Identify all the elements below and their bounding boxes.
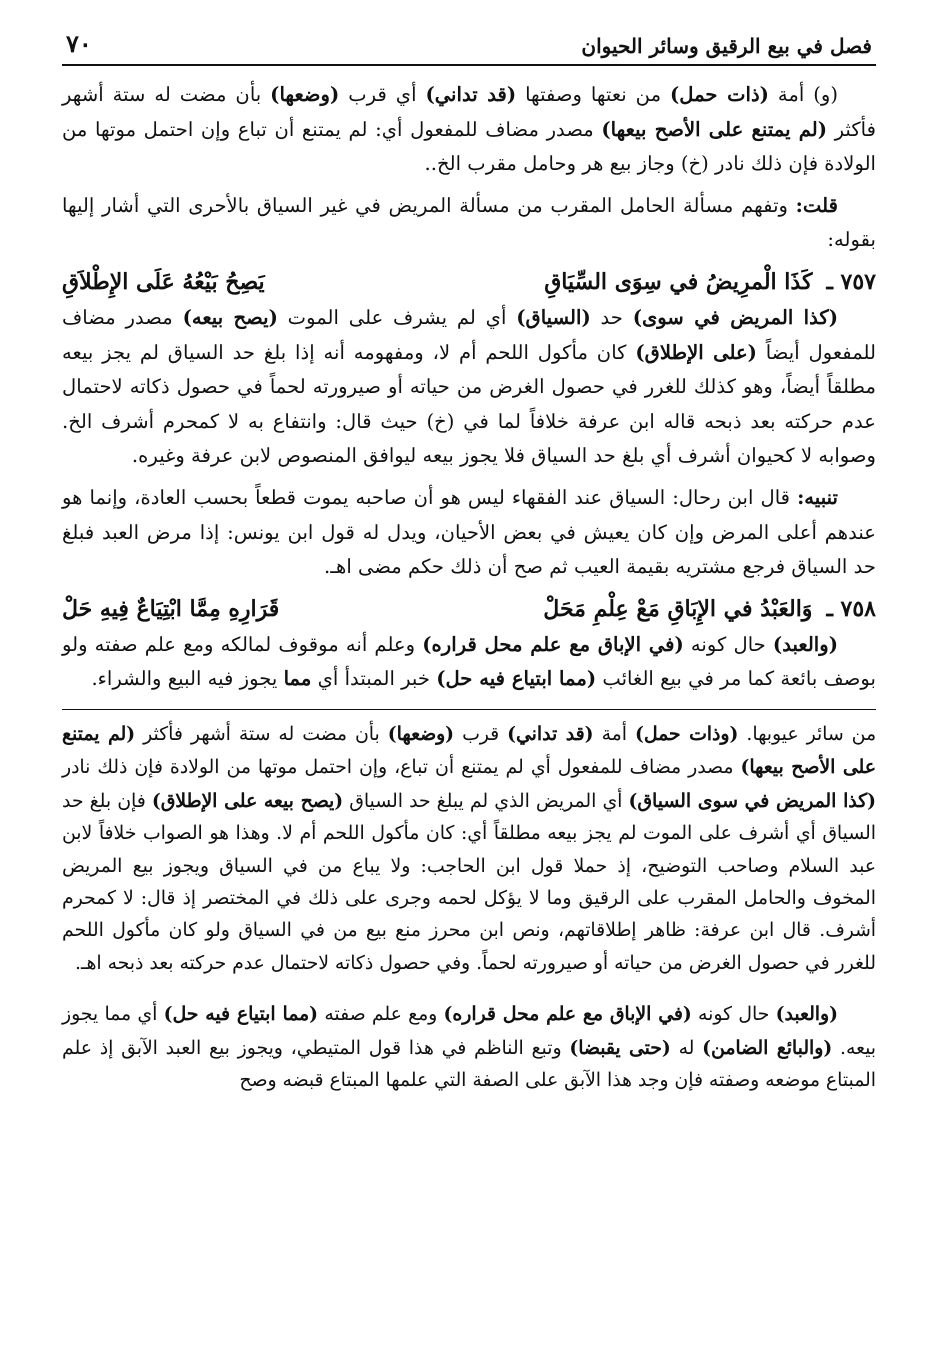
verse-number: ٧٥٧ ـ: [826, 268, 876, 295]
paragraph-1: (و) أمة (ذات حمل) من نعتها وصفتها (قد تداني) أي قرب (وضعها) بأن مضت له ستة أشهر فأكثر (لم يمتنع على الأصح بيعها) مصدر مضاف للمفعول أي: لم يمتنع أن تباع وإن احتمل موتها من الولادة فإن ذلك نادر (خ) وجاز بيع هر وحامل مقرب الخ..: [62, 83, 876, 176]
footnote-divider: [62, 709, 876, 710]
verse-hemistich-first: وَالعَبْدُ في الإِبَاقِ مَعْ عِلْمِ مَحَلْ: [543, 595, 813, 622]
verse-758: [62, 591, 876, 628]
verse-hemistich-second: يَصِحُ بَيْعُهُ عَلَى الإِطْلاَقِ: [62, 268, 265, 295]
page-header: [62, 28, 876, 66]
paragraph-4-note: تنبيه: قال ابن رحال: السياق عند الفقهاء ليس هو أن صاحبه يموت قطعاً بحسب العادة، وإنما هو عندهم أعلى المرض وإن كان يعيش في بعض الأحيان، ويدل له قول ابن يونس: إذا مرض العبد فبلغ حد السياق فرجع مشتريه بقيمة العيب ثم صح أن ذلك حكم مضى اهـ.: [62, 485, 876, 579]
verse-757: [62, 264, 876, 301]
footnote-1: من سائر عيوبها. (وذات حمل) أمة (قد تداني) قرب (وضعها) بأن مضت له ستة أشهر فأكثر (لم يمتنع على الأصح بيعها) مصدر مضاف للمفعول أي لم يمتنع أن تباع، وإن احتمل موتها من الولادة فإن ذلك نادر (كذا المريض في سوى السياق) أي المريض الذي لم يبلغ حد السياق (يصح بيعه على الإطلاق) فإن بلغ حد السياق أي أشرف على الموت لم يجز بيعه مطلقاً أي: كان مأكول اللحم أم لا. وهذا هو الصواب خلافاً لابن عبد السلام وصاحب التوضيح، إذ حملا قول ابن الحاجب: ولا يباع من في السياق ويجوز بيع المريض المخوف والحامل المقرب على الرقيق وما لا يؤكل لحمه وجرى على ذلك في المختصر إذ قال: لا كمحرم أشرف. قال ابن عرفة: ظاهر إطلاقاتهم، ونص ابن محرز منع بيع من في السياق ولو كان مأكول اللحم للغرر في حصول الغرض من حياته أو صيرورته لحماً. وفي حصول ذكاته لاحتمال عدم حركته بعد ذبحه اهـ.: [62, 722, 877, 974]
running-title: فصل في بيع الرقيق وسائر الحيوان: [581, 34, 872, 58]
page-number: ٧٠: [66, 29, 92, 58]
verse-number: ٧٥٨ ـ: [826, 595, 876, 622]
paragraph-5: (والعبد) حال كونه (في الإباق مع علم محل قراره) وعلم أنه موقوف لمالكه ومع علم صفته ولو بوصف بائعة كما مر في بيع الغائب (مما ابتياع فيه حل) خبر المبتدأ أي مما يجوز فيه البيع والشراء.: [62, 632, 876, 691]
paragraph-3: (كذا المريض في سوى) حد (السياق) أي لم يشرف على الموت (يصح بيعه) مصدر مضاف للمفعول أيضاً (على الإطلاق) كان مأكول اللحم أم لا، ومفهومه أنه إذا بلغ حد السياق لم يجز بيعه مطلقاً أيضاً، وهو كذلك للغرر في حصول الغرض من حياته أو صيرورته لحماً في حصول ذكاته لاحتمال عدم حركته بعد ذبحه قاله ابن عرفة خلافاً لما في (خ) حيث قال: وانتفاع به لا كمحرم أشرف الخ. وصوابه لا كحيوان أشرف أي بلغ حد السياق فلا يجوز بيعه ليوافق المنصوص لابن عرفة وغيره.: [62, 305, 876, 468]
footnotes: [62, 718, 876, 1097]
footnote-2: (والعبد) حال كونه (في الإباق مع علم محل قراره) ومع علم صفته (مما ابتياع فيه حل) أي مما يجوز بيعه. (والبائع الضامن) له (حتى يقبضا) وتبع الناظم في هذا قول المتيطي، ويجوز بيع العبد الآبق إذ علم المبتاع موضعه وصفته فإن وجد هذا الآبق على الصفة التي علمها المبتاع قبضه وصح: [62, 1003, 876, 1091]
paragraph-2: قلت: وتفهم مسألة الحامل المقرب من مسألة المريض في غير السياق بالأحرى التي أشار إليها بقوله:: [62, 193, 876, 252]
verse-hemistich-second: قَرَارِهِ مِمَّا ابْتِيَاعٌ فِيهِ حَلْ: [62, 595, 280, 622]
main-text: [62, 78, 876, 697]
verse-hemistich-first: كَذَا الْمرِيضُ في سِوَى السِّيَاقِ: [544, 268, 813, 295]
